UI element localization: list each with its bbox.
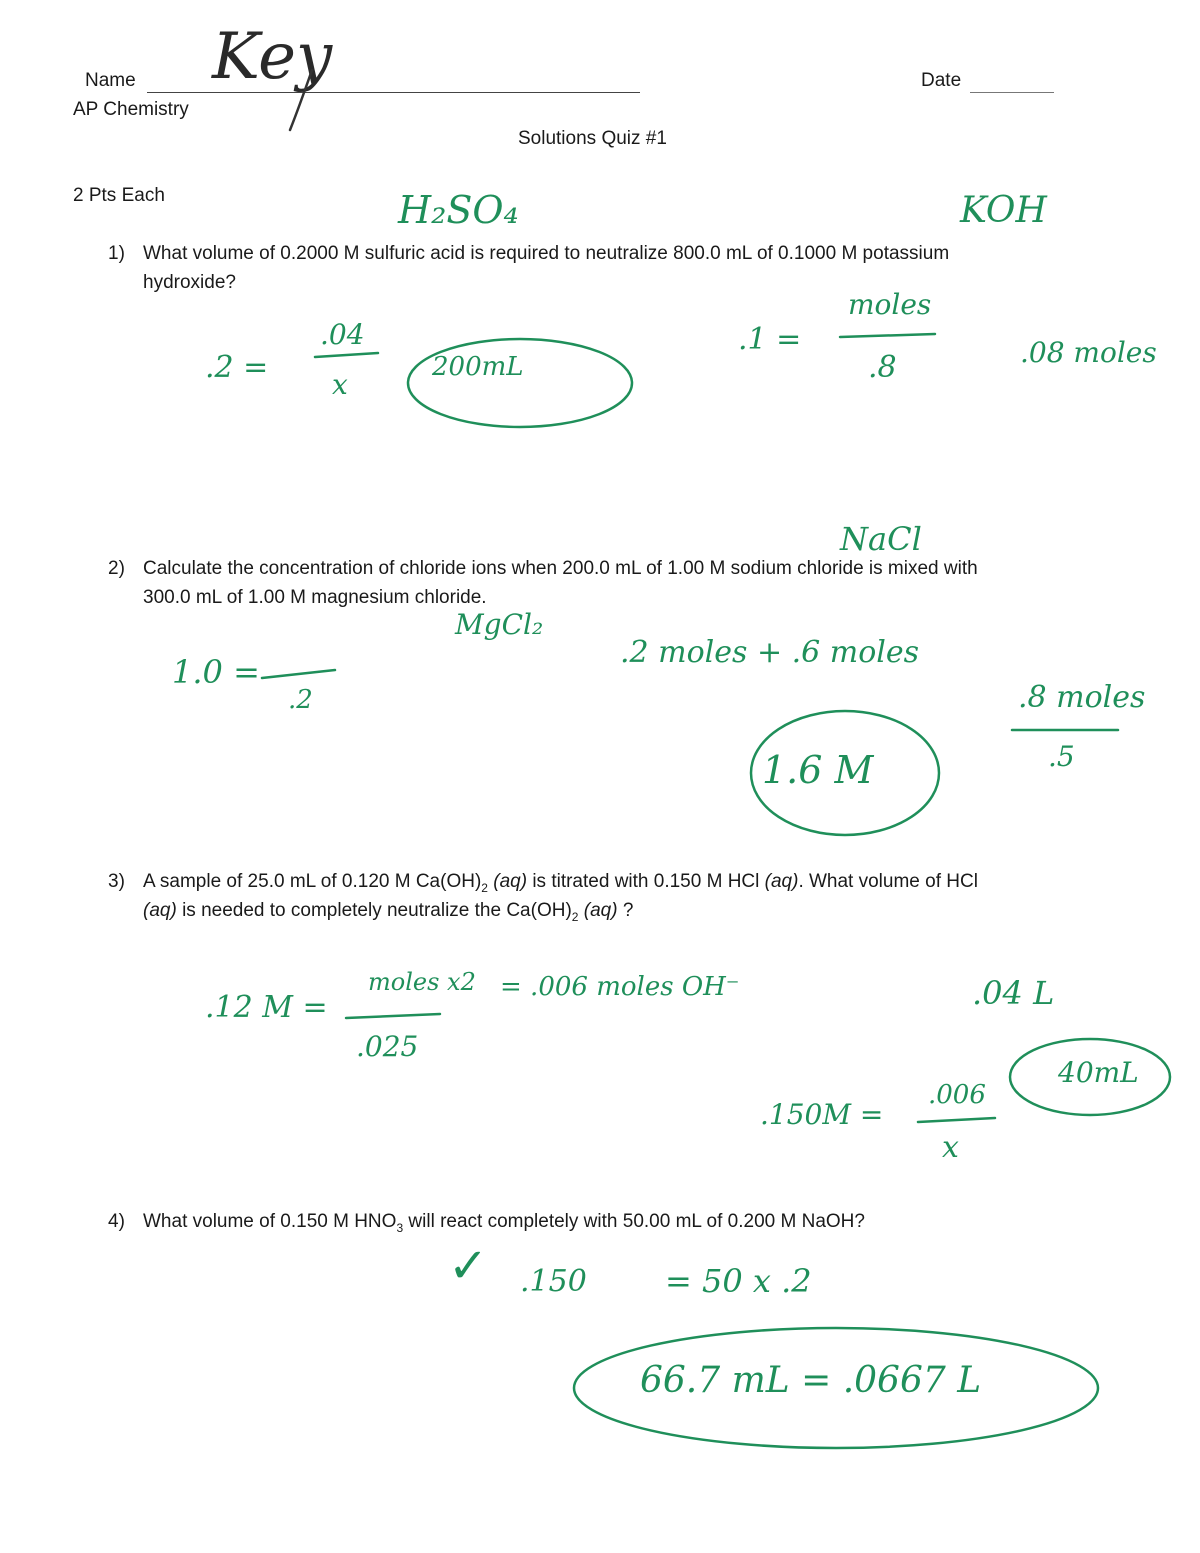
question-2 [0, 554, 1200, 614]
question-line: What volume of 0.2000 M sulfuric acid is required to neutralize 800.0 mL of 0.1000 M potassium [143, 243, 950, 264]
text-run: . What volume of HCl [798, 871, 978, 892]
hand-denominator: .2 [288, 685, 313, 715]
hand-answer: 200mL [432, 352, 524, 382]
hand-numerator: .8 moles [1018, 680, 1146, 715]
hand-numerator: moles [848, 288, 932, 321]
hand-eq: 1.0 = [172, 653, 260, 691]
text-run: (aq) [764, 871, 799, 892]
question-3 [0, 867, 1200, 927]
hand-answer: 1.6 M [762, 748, 874, 792]
date-label: Date [921, 70, 962, 91]
question-line: 300.0 mL of 1.00 M magnesium chloride. [143, 587, 487, 608]
question-line: hydroxide? [143, 272, 236, 293]
text-run: is needed to completely neutralize the Ca(OH) [176, 900, 572, 921]
hand-value: .150 [520, 1264, 587, 1299]
question-number: 1) [108, 243, 125, 264]
text-run: (aq) [143, 900, 177, 921]
hand-numerator: .04 [320, 318, 365, 351]
text-run: (aq) [578, 900, 618, 921]
fraction-bar [262, 670, 335, 678]
quiz-title: Solutions Quiz #1 [518, 128, 667, 149]
hand-volume: .04 L [972, 974, 1055, 1012]
question-line [143, 896, 633, 932]
text-run: (aq) [487, 871, 528, 892]
hand-denominator: x [942, 1130, 959, 1165]
text-run: will react completely with 50.00 mL of 0.200 M NaOH? [403, 1211, 865, 1232]
date-line[interactable] [970, 92, 1054, 93]
course-label: AP Chemistry [73, 99, 189, 120]
text-run: What volume of 0.150 M HNO [143, 1211, 397, 1232]
hand-answer: 66.7 mL = .0667 L [640, 1360, 982, 1401]
subscript: 2 [481, 880, 488, 895]
hand-acid: H₂SO₄ [398, 188, 519, 232]
hand-numerator: moles x2 [368, 968, 476, 996]
hand-base: KOH [960, 190, 1047, 231]
question-line: Calculate the concentration of chloride ions when 200.0 mL of 1.00 M sodium chloride is mixed with [143, 558, 978, 579]
hand-numerator: .006 [928, 1080, 986, 1110]
question-line [143, 1207, 865, 1243]
fraction-bar [918, 1118, 995, 1122]
name-label: Name [85, 70, 136, 91]
subscript: 3 [396, 1220, 404, 1235]
hand-result: = .006 moles OH⁻ [500, 972, 740, 1002]
check-mark-icon: ✓ [448, 1238, 489, 1294]
fraction-bar [315, 353, 378, 357]
hand-sum: .2 moles + .6 moles [620, 635, 920, 670]
question-number: 4) [108, 1211, 125, 1232]
text-run: A sample of 25.0 mL of 0.120 M Ca(OH) [143, 871, 482, 892]
hand-eq: = 50 x .2 [665, 1262, 812, 1300]
question-1 [0, 239, 1200, 299]
points-note: 2 Pts Each [73, 185, 165, 206]
hand-answer: 40mL [1058, 1056, 1139, 1089]
text-run: is titrated with 0.150 M HCl [527, 871, 765, 892]
subscript: 2 [571, 909, 579, 924]
hand-eq: .2 = [205, 350, 269, 385]
hand-denominator: .025 [356, 1030, 419, 1063]
text-run: ? [617, 900, 634, 921]
question-number: 3) [108, 871, 125, 892]
question-4 [0, 1207, 1200, 1237]
fraction-bar [346, 1014, 440, 1018]
hand-nacl: NaCl [840, 520, 922, 558]
hand-eq: .1 = [738, 322, 802, 357]
hand-eq: .12 M = [205, 990, 328, 1025]
fraction-bar [840, 334, 935, 337]
hand-mgcl2: MgCl₂ [455, 608, 544, 641]
hand-eq: .150M = [760, 1098, 884, 1131]
hand-result: .08 moles [1020, 336, 1157, 369]
hand-denominator: .5 [1048, 740, 1075, 773]
handwritten-key: Key [212, 20, 333, 94]
hand-denominator: .8 [868, 350, 897, 385]
question-number: 2) [108, 558, 125, 579]
hand-denominator: x [332, 368, 348, 401]
